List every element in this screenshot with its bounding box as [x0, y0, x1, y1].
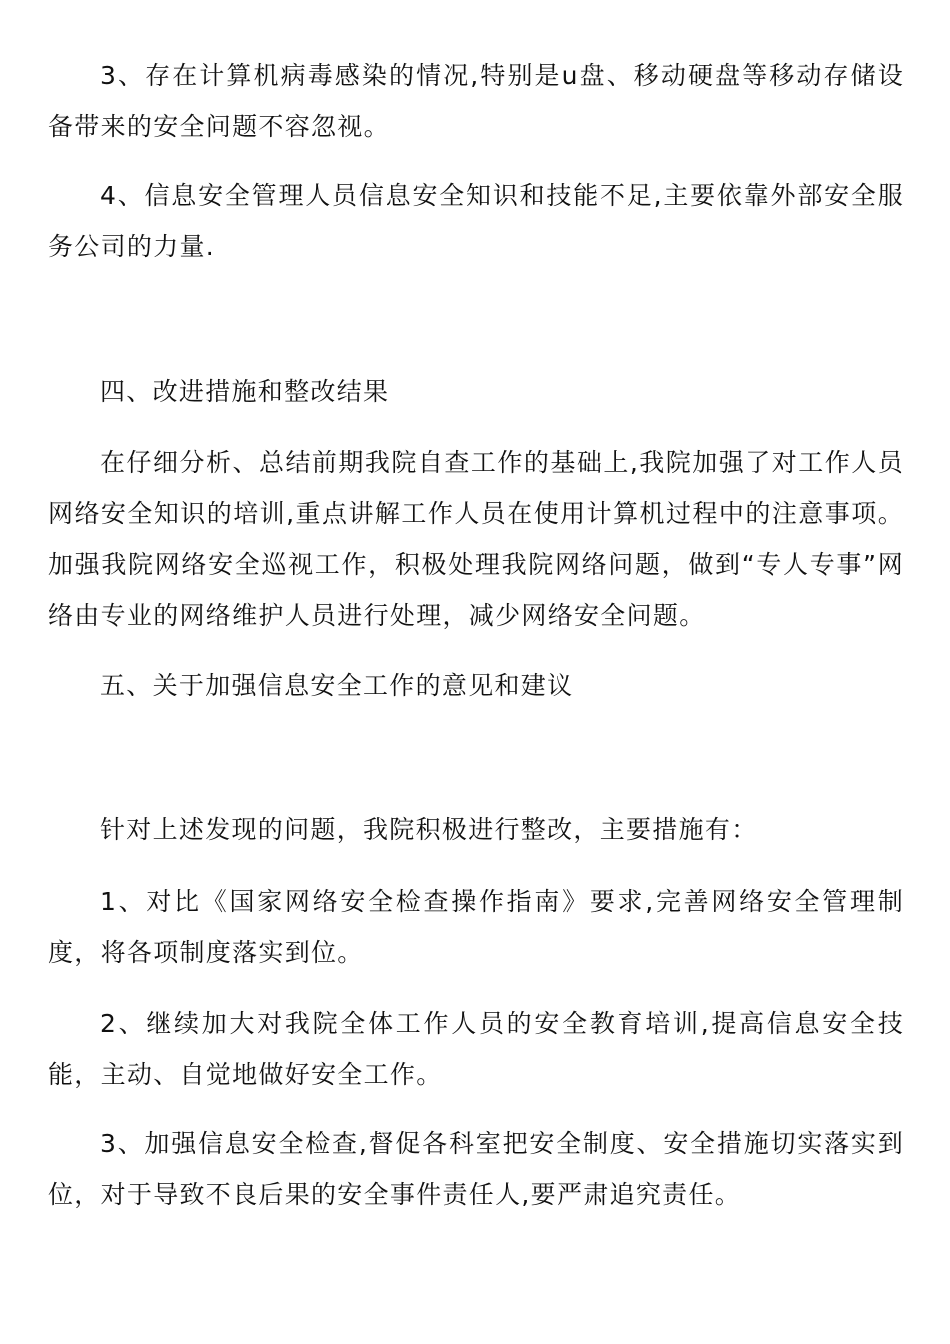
paragraph-item-4: 4、信息安全管理人员信息安全知识和技能不足,主要依靠外部安全服务公司的力量.	[48, 181, 904, 261]
paragraph-section-4-body: 在仔细分析、总结前期我院自查工作的基础上,我院加强了对工作人员网络安全知识的培训,重点讲解工作人员在使用计算机过程中的注意事项。加强我院网络安全巡视工作，积极处理我院网络问题，做到“专人专事”网络由专业的网络维护人员进行处理，减少网络安全问题。	[48, 448, 904, 630]
paragraph-measure-2: 2、继续加大对我院全体工作人员的安全教育培训,提高信息安全技能，主动、自觉地做好安全工作。	[48, 1009, 904, 1089]
paragraph-section-5-intro: 针对上述发现的问题，我院积极进行整改，主要措施有：	[100, 815, 758, 844]
section-heading-5: 五、关于加强信息安全工作的意见和建议	[100, 671, 574, 700]
paragraph-measure-1: 1、对比《国家网络安全检查操作指南》要求,完善网络安全管理制度，将各项制度落实到位。	[48, 887, 904, 967]
paragraph-measure-3: 3、加强信息安全检查,督促各科室把安全制度、安全措施切实落实到位，对于导致不良后果的安全事件责任人,要严肃追究责任。	[48, 1129, 904, 1209]
paragraph-item-3: 3、存在计算机病毒感染的情况,特别是u盘、移动硬盘等移动存储设备带来的安全问题不容忽视。	[48, 61, 904, 141]
section-heading-4: 四、改进措施和整改结果	[100, 377, 390, 406]
